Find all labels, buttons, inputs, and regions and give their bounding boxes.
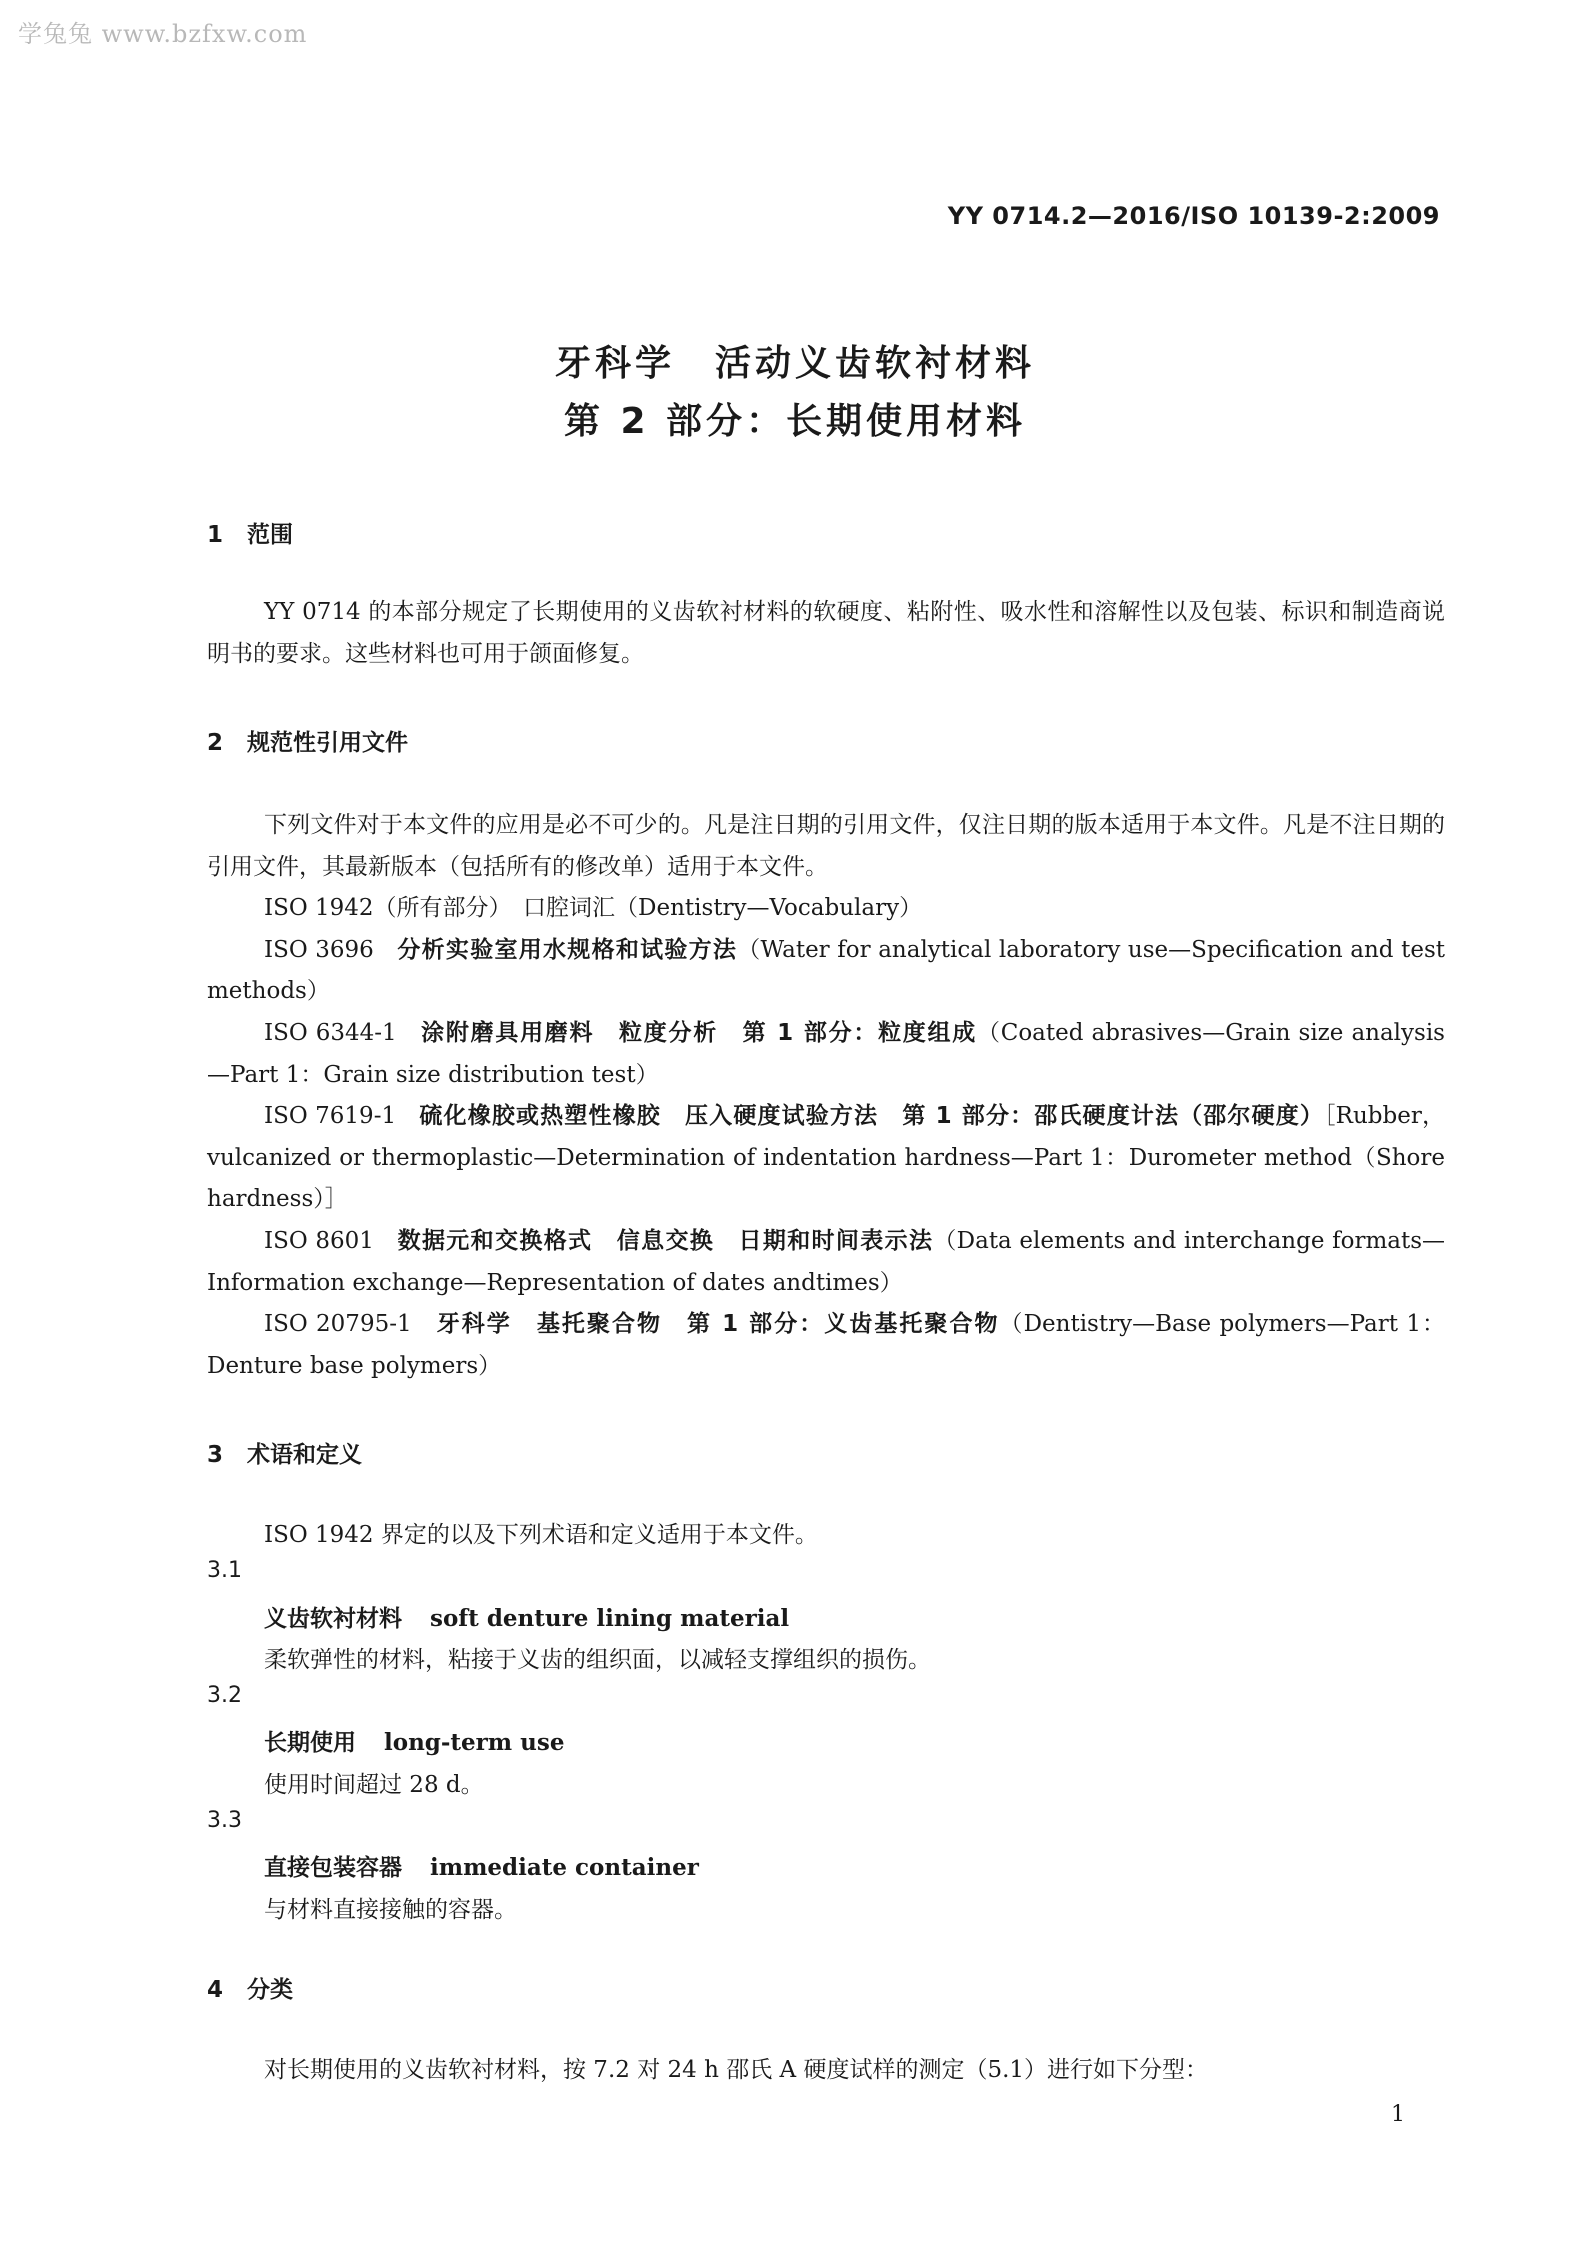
section-1-heading [207,516,293,549]
section-title: 规范性引用文件 [247,730,408,756]
section-number: 4 [207,1977,224,2003]
section-4-body: 对长期使用的义齿软衬材料，按 7.2 对 24 h 邵氏 A 硬度试样的测定（5.1）进行如下分型： [264,2057,1209,2083]
page-number: 1 [1391,2102,1405,2127]
section-title: 范围 [247,522,293,548]
term-number: 3.2 [207,1683,242,1708]
reference-item: ISO 1942（所有部分） 口腔词汇（Dentistry—Vocabulary） [264,895,923,922]
reference-item: ISO 7619-1 硫化橡胶或热塑性橡胶 压入硬度试验方法 第 1 部分：邵氏硬度计法（邵尔硬度）［Rubber，vulcanized or thermoplastic—Determination of indentation hardness—Part 1：Durometer method（Shore hardness）］ [207,1103,1446,1213]
section-3-heading [207,1436,362,1469]
section-title: 术语和定义 [247,1442,362,1468]
document-number: YY 0714.2—2016/ISO 10139-2:2009 [947,202,1440,230]
reference-item: ISO 20795-1 牙科学 基托聚合物 第 1 部分：义齿基托聚合物（Dentistry—Base polymers—Part 1：Denture base polymers） [207,1311,1446,1379]
term-definition: 柔软弹性的材料，粘接于义齿的组织面，以减轻支撑组织的损伤。 [264,1647,931,1673]
term-definition: 与材料直接接触的容器。 [264,1897,517,1923]
section-1-body [207,592,1445,675]
term-heading: 长期使用 long-term use [264,1729,565,1756]
paragraph: YY 0714 的本部分规定了长期使用的义齿软衬材料的软硬度、粘附性、吸水性和溶解性以及包装、标识和制造商说明书的要求。这些材料也可用于颌面修复。 [207,599,1445,667]
term-number: 3.3 [207,1808,242,1833]
section-3-intro: ISO 1942 界定的以及下列术语和定义适用于本文件。 [264,1522,818,1548]
term-heading: 义齿软衬材料 soft denture lining material [264,1605,790,1632]
reference-item: ISO 8601 数据元和交换格式 信息交换 日期和时间表示法（Data elements and interchange formats—Information exchange—Representation of dates andtimes） [207,1227,1446,1296]
title-line-2: 第 2 部分：长期使用材料 [563,401,1027,442]
term-number: 3.1 [207,1558,242,1583]
reference-item: ISO 6344-1 涂附磨具用磨料 粒度分析 第 1 部分：粒度组成（Coated abrasives—Grain size analysis—Part 1：Grain size distribution test） [207,1019,1445,1088]
watermark: 学兔兔 www.bzfxw.com [18,20,308,48]
section-2-heading [207,724,408,757]
section-number: 2 [207,730,224,756]
section-number: 3 [207,1442,224,1468]
section-number: 1 [207,522,224,548]
reference-item: ISO 3696 分析实验室用水规格和试验方法（Water for analytical laboratory use—Specification and test methods） [207,936,1445,1005]
section-2-body [207,805,1445,1387]
term-definition: 使用时间超过 28 d。 [264,1772,484,1798]
title-line-1: 牙科学 活动义齿软衬材料 [554,343,1035,384]
term-heading: 直接包装容器 immediate container [264,1854,699,1881]
section-title: 分类 [247,1977,293,2003]
section-4-heading [207,1971,293,2004]
paragraph: 下列文件对于本文件的应用是必不可少的。凡是注日期的引用文件，仅注日期的版本适用于本文件。凡是不注日期的引用文件，其最新版本（包括所有的修改单）适用于本文件。 [207,812,1445,880]
